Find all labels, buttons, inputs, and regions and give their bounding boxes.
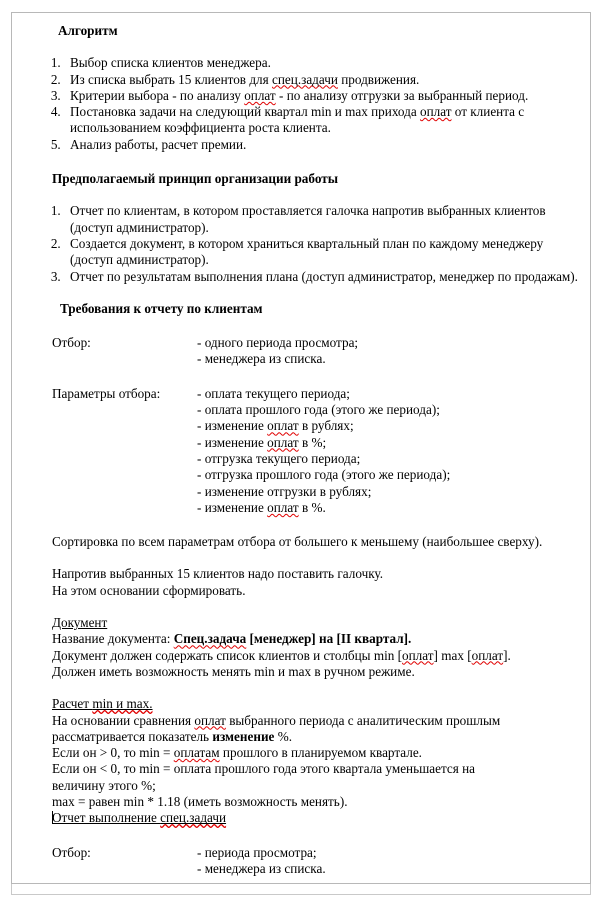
heading-principle: Предполагаемый принцип организации работы <box>52 171 339 187</box>
spacer <box>12 516 590 534</box>
parameters-label: Параметры отбора: <box>52 385 161 401</box>
parameters-block <box>52 386 590 516</box>
heading-report-requirements: Требования к отчету по клиентам <box>60 300 263 316</box>
parameter-value: - отгрузка прошлого года (этого же периода); <box>197 467 451 483</box>
spacer <box>12 187 590 203</box>
document-body[interactable] <box>12 23 590 877</box>
calc-line-7 <box>52 810 590 826</box>
spacer <box>12 827 590 845</box>
final-selection-block <box>52 845 590 878</box>
final-selection-value: - менеджера из списка. <box>197 860 326 876</box>
heading-document-block <box>52 615 590 631</box>
spellcheck-word: оплат <box>267 418 299 434</box>
selection-block <box>52 335 590 368</box>
calc-heading-underlined: Расчет min и max. <box>52 696 153 712</box>
spacer <box>12 368 590 386</box>
heading-algorithm: Алгоритм <box>58 23 118 38</box>
parameters-values <box>197 386 590 516</box>
parameter-value: - изменение оплат в %; <box>197 434 327 450</box>
document-manual-line: Должен иметь возможность менять min и max в ручном режиме. <box>52 663 415 679</box>
document-name-value: Спец.задача [менеджер] на [II квартал]. <box>173 631 412 647</box>
spellcheck-word: оплат <box>194 712 226 728</box>
document-name-line <box>52 631 590 647</box>
selection-value: - одного периода просмотра; <box>197 335 359 351</box>
parameter-value: - изменение оплат в рублях; <box>197 418 354 434</box>
spellcheck-word: оплат <box>267 499 299 515</box>
spellcheck-word: оплат <box>244 87 276 103</box>
spacer <box>12 285 590 301</box>
parameter-value: - оплата текущего периода; <box>197 385 350 401</box>
spellcheck-word: Спец.задача <box>173 631 247 647</box>
document-contains-line: Документ должен содержать список клиентов и столбцы min [оплат] max [оплат]. <box>52 647 511 663</box>
spellcheck-word: оплат <box>267 434 299 450</box>
selection-label: Отбор: <box>52 335 91 351</box>
calc-line-7-underlined: Отчет выполнение спец.задачи <box>52 810 227 826</box>
checkmark-note-1: Напротив выбранных 15 клиентов надо поставить галочку. <box>52 566 383 582</box>
spellcheck-word: оплатам <box>173 745 220 761</box>
parameters-row <box>52 386 590 516</box>
list-item-text: Отчет по результатам выполнения плана (доступ администратор, менеджер по продажам). <box>70 268 578 284</box>
list-item <box>64 203 584 236</box>
spacer <box>12 317 590 335</box>
list-item <box>64 236 584 269</box>
calc-line-1: На основании сравнения оплат выбранного периода с аналитическим прошлым <box>52 712 501 728</box>
list-item-text: Создается документ, в котором храниться квартальный план по каждому менеджеру (доступ администратор). <box>70 235 544 268</box>
checkmark-note-2: На этом основании сформировать. <box>52 582 246 598</box>
calc-line-4: Если он < 0, то min = оплата прошлого года этого квартала уменьшается на <box>52 761 476 777</box>
spacer <box>12 39 590 55</box>
list-item <box>64 269 584 285</box>
parameter-value: - отгрузка текущего периода; <box>197 450 361 466</box>
spacer <box>12 599 590 615</box>
page-bottom-strip <box>11 884 591 895</box>
list-item: 4. Постановка задачи на следующий квартал min и max прихода оплат от клиента с использованием коэффициента роста клиента. <box>64 104 584 137</box>
parameter-value: - оплата прошлого года (этого же периода); <box>197 402 440 418</box>
final-selection-row <box>52 845 590 878</box>
selection-row <box>52 335 590 368</box>
calc-line-6: max = равен min * 1.18 (иметь возможность менять). <box>52 793 348 809</box>
sorting-note: Сортировка по всем параметрам отбора от большего к меньшему (наибольшее сверху). <box>52 534 543 550</box>
calc-line-2-suffix: %. <box>274 728 292 744</box>
calc-line-5: величину этого %; <box>52 777 156 793</box>
document-heading-underlined: Документ <box>52 615 108 631</box>
spellcheck-word: спец.задачи <box>272 71 338 87</box>
calc-line-2-prefix: рассматривается показатель <box>52 728 213 744</box>
selection-values <box>197 335 590 368</box>
spacer <box>12 153 590 171</box>
spacer <box>12 550 590 566</box>
spellcheck-word: оплат <box>402 647 434 663</box>
spellcheck-word: спец.задачи <box>160 810 227 826</box>
final-selection-values <box>197 845 590 878</box>
list-item <box>64 55 584 71</box>
spellcheck-word: min и max. <box>92 696 153 712</box>
selection-value: - менеджера из списка. <box>197 351 326 367</box>
spellcheck-word: оплат <box>471 647 504 663</box>
calc-line-3: Если он > 0, то min = оплатам прошлого в планируемом квартале. <box>52 745 422 761</box>
list-item: 2. Из списка выбрать 15 клиентов для спец.задачи продвижения. <box>64 72 584 88</box>
heading-calc-block <box>52 696 590 712</box>
parameter-value: - изменение оплат в %. <box>197 499 326 515</box>
spellcheck-word: оплат <box>419 104 452 120</box>
list-item-text: Отчет по клиентам, в котором проставляется галочка напротив выбранных клиентов (доступ администратор). <box>70 203 546 235</box>
list-algorithm <box>12 55 590 153</box>
list-item-text: Выбор списка клиентов менеджера. <box>70 55 271 71</box>
document-page <box>11 12 591 884</box>
document-name-prefix: Название документа: <box>52 631 174 647</box>
list-item-text: Анализ работы, расчет премии. <box>70 136 247 152</box>
parameter-value: - изменение отгрузки в рублях; <box>197 483 372 499</box>
list-item: 3. Критерии выбора - по анализу оплат - по анализу отгрузки за выбранный период. <box>64 88 584 104</box>
calc-line-2-bold: изменение <box>212 728 275 744</box>
list-item <box>64 137 584 153</box>
list-principle <box>12 203 590 284</box>
final-selection-label: Отбор: <box>52 844 91 860</box>
final-selection-value: - периода просмотра; <box>197 844 317 860</box>
spacer <box>12 680 590 696</box>
calc-line-2 <box>52 729 590 745</box>
